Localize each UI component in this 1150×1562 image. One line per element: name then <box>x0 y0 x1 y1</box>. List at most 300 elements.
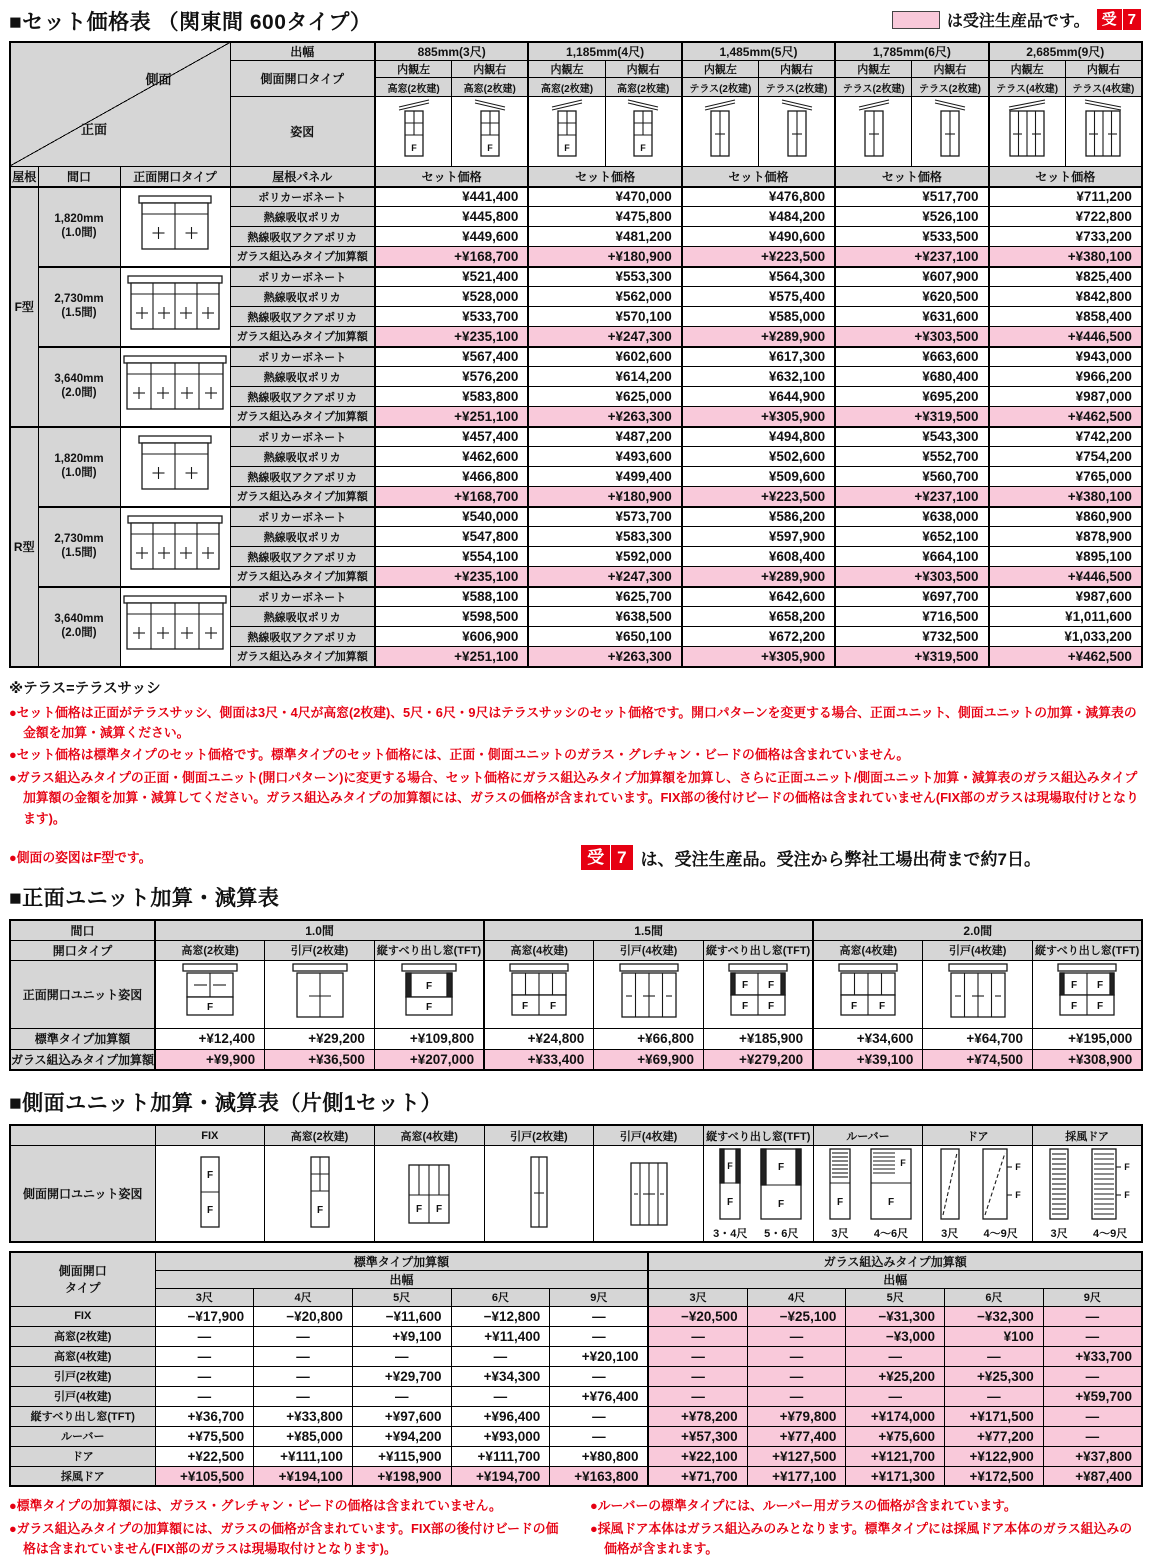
figure <box>931 1146 969 1241</box>
order-badge-2 <box>581 845 632 870</box>
side-open-type-header: 引戸(2枚建) <box>484 1125 594 1145</box>
open-type-header: 高窓(2枚建) <box>528 78 605 97</box>
panel-label: ポリカーボネート <box>230 507 375 527</box>
std-add-cell: −¥11,600 <box>352 1306 451 1326</box>
panel-label: ガラス組込みタイプ加算額 <box>230 487 375 507</box>
panel-label: ガラス組込みタイプ加算額 <box>230 647 375 667</box>
price-cell: ¥567,400 <box>375 347 528 367</box>
side-open-type-header: 高窓(2枚建) <box>265 1125 375 1145</box>
size-header: 6尺 <box>945 1288 1044 1306</box>
price-cell: ¥449,600 <box>375 227 528 247</box>
price-cell: ¥576,200 <box>375 367 528 387</box>
side-open-type-label: 縦すべり出し窓(TFT) <box>10 1406 155 1426</box>
price-cell: +¥305,900 <box>682 407 835 427</box>
side-unit-figure-cell <box>923 1145 1033 1242</box>
span-group-header: 1.5間 <box>484 920 813 940</box>
svg-text:F: F <box>416 1204 423 1216</box>
figure <box>1086 1146 1134 1241</box>
price-cell: ¥652,100 <box>835 527 988 547</box>
std-add-cell: +¥194,700 <box>451 1466 550 1486</box>
price-cell: ¥481,200 <box>528 227 681 247</box>
table-row <box>10 1028 1142 1049</box>
figure <box>1040 1146 1078 1241</box>
table-row <box>10 587 1142 607</box>
figure-caption: 4〜6尺 <box>873 1227 909 1240</box>
open-type-header: テラス(2枚建) <box>912 78 989 97</box>
glass-add-cell: −¥3,000 <box>846 1326 945 1346</box>
glass-add-cell: −¥32,300 <box>945 1306 1044 1326</box>
std-add-cell: −¥12,800 <box>451 1306 550 1326</box>
table-row <box>10 167 1142 187</box>
price-cell: ¥466,800 <box>375 467 528 487</box>
std-add-cell: — <box>254 1366 353 1386</box>
price-cell: ¥987,600 <box>989 587 1142 607</box>
table-row <box>10 1288 1142 1306</box>
glass-add-cell: −¥25,100 <box>747 1306 846 1326</box>
footer-notes <box>9 1494 1141 1561</box>
depth-header: 出幅 <box>230 42 375 61</box>
svg-text:F: F <box>1014 1161 1021 1172</box>
front-figure-icon <box>120 347 230 427</box>
glass-add-cell: — <box>1043 1426 1142 1446</box>
glass-add-cell: +¥172,500 <box>945 1466 1044 1486</box>
footer-note: ●採風ドア本体はガラス組込みのみとなります。標準タイプには採風ドア本体のガラス組込みの価格が含まれます。 <box>590 1520 1132 1557</box>
front-unit-figure-icon <box>594 960 704 1028</box>
svg-text:F: F <box>316 1205 323 1217</box>
glass-add-cell: +¥9,900 <box>155 1049 265 1070</box>
price-cell: +¥223,500 <box>682 247 835 267</box>
price-cell: ¥606,900 <box>375 627 528 647</box>
table-row <box>10 1326 1142 1346</box>
side-open-type-label: 高窓(2枚建) <box>10 1326 155 1346</box>
size-header: 6尺 <box>451 1288 550 1306</box>
price-cell: +¥289,900 <box>682 567 835 587</box>
side-open-type-header: 縦すべり出し窓(TFT) <box>703 1125 813 1145</box>
front-figure-icon <box>120 507 230 587</box>
std-add-cell: — <box>550 1426 649 1446</box>
panel-label: 熱線吸収ポリカ <box>230 527 375 547</box>
table-row <box>10 267 1142 287</box>
red-note: ●セット価格は標準タイプのセット価格です。標準タイプのセット価格には、正面・側面ユニットのガラス・グレチャン・ビードの価格は含まれていません。 <box>9 747 910 763</box>
figure-caption: 3・4尺 <box>713 1227 748 1240</box>
glass-add-cell: — <box>846 1346 945 1366</box>
price-cell: ¥475,800 <box>528 207 681 227</box>
page-header <box>9 6 1141 36</box>
std-add-cell: — <box>155 1386 254 1406</box>
price-cell: ¥825,400 <box>989 267 1142 287</box>
set-price-header: セット価格 <box>682 167 835 187</box>
glass-add-cell: +¥279,200 <box>703 1049 813 1070</box>
std-group-header: 標準タイプ加算額 <box>155 1252 648 1271</box>
price-cell: +¥303,500 <box>835 327 988 347</box>
std-add-cell: +¥24,800 <box>484 1028 594 1049</box>
side-unit-figure-cell <box>374 1145 484 1242</box>
view-right-header: 内観右 <box>912 61 989 78</box>
svg-text:F: F <box>487 143 493 153</box>
price-cell: ¥860,900 <box>989 507 1142 527</box>
std-add-cell: +¥163,800 <box>550 1466 649 1486</box>
glass-add-cell: +¥121,700 <box>846 1446 945 1466</box>
table-row <box>10 1446 1142 1466</box>
panel-label: ガラス組込みタイプ加算額 <box>230 567 375 587</box>
price-cell: +¥168,700 <box>375 487 528 507</box>
price-cell: ¥602,600 <box>528 347 681 367</box>
side-figure-icon <box>1065 97 1142 167</box>
price-cell: ¥638,000 <box>835 507 988 527</box>
side-unit-figure-cell <box>1033 1145 1143 1242</box>
open-type-header: 高窓(2枚建) <box>375 78 452 97</box>
price-cell: ¥547,800 <box>375 527 528 547</box>
set-price-header: セット価格 <box>835 167 988 187</box>
price-cell: ¥711,200 <box>989 187 1142 207</box>
svg-text:F: F <box>436 1204 443 1216</box>
figure <box>191 1154 229 1232</box>
front-unit-figure-icon <box>703 960 813 1028</box>
figure-row-header: 側面開口ユニット姿図 <box>10 1145 155 1242</box>
depth-size-header: 2,685mm(9尺) <box>989 42 1142 61</box>
front-figure-icon <box>120 587 230 667</box>
svg-text:F: F <box>887 1196 895 1208</box>
price-cell: ¥895,100 <box>989 547 1142 567</box>
std-add-cell: — <box>254 1326 353 1346</box>
side-figure-note: ●側面の姿図はF型です。 <box>9 849 152 865</box>
figure-group <box>156 1154 265 1232</box>
open-type-header: 高窓(2枚建) <box>155 940 265 960</box>
side-figure-icon <box>682 97 759 167</box>
figure <box>520 1154 558 1232</box>
side-unit-figure-cell <box>155 1145 265 1242</box>
svg-text:F: F <box>778 1161 785 1173</box>
price-cell: ¥638,500 <box>528 607 681 627</box>
open-type-header: テラス(4枚建) <box>1065 78 1142 97</box>
glass-add-cell: — <box>945 1346 1044 1366</box>
svg-text:F: F <box>768 1000 775 1012</box>
panel-label: 熱線吸収アクアポリカ <box>230 547 375 567</box>
panel-label: 熱線吸収アクアポリカ <box>230 387 375 407</box>
front-figure-icon <box>120 267 230 347</box>
price-cell: ¥526,100 <box>835 207 988 227</box>
price-cell: ¥650,100 <box>528 627 681 647</box>
glass-group-header: ガラス組込みタイプ加算額 <box>648 1252 1141 1271</box>
front-unit-figure-icon <box>155 960 265 1028</box>
figure-group <box>594 1154 703 1232</box>
std-add-cell: +¥198,900 <box>352 1466 451 1486</box>
front-unit-table <box>9 919 1143 1071</box>
price-cell: ¥943,000 <box>989 347 1142 367</box>
price-cell: ¥1,011,600 <box>989 607 1142 627</box>
figure-caption: 5・6尺 <box>764 1227 799 1240</box>
roof-type-cell: R型 <box>10 427 38 667</box>
std-add-cell: +¥97,600 <box>352 1406 451 1426</box>
svg-text:F: F <box>522 1000 529 1012</box>
price-cell: ¥732,500 <box>835 627 988 647</box>
svg-text:F: F <box>550 1000 557 1012</box>
span-group-header: 1.0間 <box>155 920 484 940</box>
order-badge <box>1097 9 1141 30</box>
panel-label: ポリカーボネート <box>230 427 375 447</box>
open-type-header: テラス(2枚建) <box>682 78 759 97</box>
price-cell: ¥499,400 <box>528 467 681 487</box>
table-row <box>10 427 1142 447</box>
glass-add-cell: — <box>747 1386 846 1406</box>
glass-add-cell: +¥77,400 <box>747 1426 846 1446</box>
view-left-header: 内観左 <box>528 61 605 78</box>
price-cell: +¥446,500 <box>989 327 1142 347</box>
price-cell: ¥528,000 <box>375 287 528 307</box>
table-row <box>10 507 1142 527</box>
glass-add-cell: +¥77,200 <box>945 1426 1044 1446</box>
side-figure-icon <box>758 97 835 167</box>
glass-add-cell: — <box>747 1366 846 1386</box>
price-cell: ¥470,000 <box>528 187 681 207</box>
glass-add-cell: +¥25,300 <box>945 1366 1044 1386</box>
price-cell: +¥223,500 <box>682 487 835 507</box>
glass-add-cell: +¥79,800 <box>747 1406 846 1426</box>
price-cell: +¥462,500 <box>989 407 1142 427</box>
std-add-cell: −¥20,800 <box>254 1306 353 1326</box>
price-cell: ¥457,400 <box>375 427 528 447</box>
price-cell: ¥966,200 <box>989 367 1142 387</box>
price-cell: ¥987,000 <box>989 387 1142 407</box>
panel-label: ガラス組込みタイプ加算額 <box>230 247 375 267</box>
std-add-cell: +¥93,000 <box>451 1426 550 1446</box>
span-group-header: 2.0間 <box>813 920 1142 940</box>
red-notes-list <box>9 703 1141 830</box>
table-row <box>10 347 1142 367</box>
side-open-type-label: ドア <box>10 1446 155 1466</box>
figure-group <box>485 1154 594 1232</box>
table-row <box>10 1145 1142 1242</box>
price-cell: ¥493,600 <box>528 447 681 467</box>
depth-size-header: 1,185mm(4尺) <box>528 42 681 61</box>
price-cell: ¥560,700 <box>835 467 988 487</box>
price-cell: ¥632,100 <box>682 367 835 387</box>
front-unit-figure-icon <box>813 960 923 1028</box>
svg-text:F: F <box>742 1000 749 1012</box>
glass-add-cell: — <box>747 1346 846 1366</box>
glass-add-cell: — <box>1043 1366 1142 1386</box>
front-unit-figure-icon <box>265 960 375 1028</box>
figure <box>627 1154 671 1232</box>
roof-type-cell: F型 <box>10 187 38 427</box>
glass-row-header: ガラス組込みタイプ加算額 <box>10 1049 155 1070</box>
span-header: 間口 <box>38 167 120 187</box>
table-row <box>10 920 1142 940</box>
side-unit-figure-cell <box>265 1145 375 1242</box>
side-figure-icon <box>835 97 912 167</box>
table-row <box>10 1406 1142 1426</box>
figure <box>867 1146 915 1241</box>
price-cell: +¥168,700 <box>375 247 528 267</box>
panel-label: 熱線吸収ポリカ <box>230 287 375 307</box>
size-header: 9尺 <box>550 1288 649 1306</box>
price-cell: ¥716,500 <box>835 607 988 627</box>
glass-add-cell: +¥174,000 <box>846 1406 945 1426</box>
price-cell: ¥742,200 <box>989 427 1142 447</box>
figure <box>711 1146 749 1241</box>
price-cell: +¥235,100 <box>375 567 528 587</box>
glass-add-cell: +¥75,600 <box>846 1426 945 1446</box>
svg-text:F: F <box>742 979 749 991</box>
price-cell: ¥441,400 <box>375 187 528 207</box>
price-cell: ¥842,800 <box>989 287 1142 307</box>
svg-text:F: F <box>1071 979 1078 991</box>
svg-text:F: F <box>206 1205 213 1217</box>
figure-group <box>814 1146 923 1241</box>
price-cell: +¥263,300 <box>528 647 681 667</box>
price-cell: ¥586,200 <box>682 507 835 527</box>
side-figure-icon <box>528 97 605 167</box>
price-cell: +¥319,500 <box>835 647 988 667</box>
svg-text:F: F <box>1097 979 1104 991</box>
glass-add-cell: +¥39,100 <box>813 1049 923 1070</box>
pink-swatch-icon <box>892 11 940 29</box>
price-cell: ¥573,700 <box>528 507 681 527</box>
depth-header: 出幅 <box>155 1270 648 1288</box>
front-open-type-header: 正面開口タイプ <box>120 167 230 187</box>
depth-size-header: 1,485mm(5尺) <box>682 42 835 61</box>
price-cell: ¥490,600 <box>682 227 835 247</box>
open-type-header: テラス(4枚建) <box>989 78 1066 97</box>
std-add-cell: — <box>451 1386 550 1406</box>
price-cell: ¥564,300 <box>682 267 835 287</box>
view-right-header: 内観右 <box>1065 61 1142 78</box>
order-row <box>9 845 1141 870</box>
open-type-header: 高窓(4枚建) <box>813 940 923 960</box>
side-unit-figure-table <box>9 1124 1143 1243</box>
width-cell: 1,820mm (1.0間) <box>38 427 120 507</box>
svg-text:F: F <box>778 1198 785 1210</box>
price-cell: ¥858,400 <box>989 307 1142 327</box>
glass-add-cell: — <box>846 1386 945 1406</box>
open-type-header: 引戸(4枚建) <box>923 940 1033 960</box>
glass-add-cell: — <box>1043 1306 1142 1326</box>
std-add-cell: +¥34,600 <box>813 1028 923 1049</box>
price-cell: ¥476,800 <box>682 187 835 207</box>
svg-text:F: F <box>727 1196 734 1208</box>
svg-text:F: F <box>1124 1161 1130 1172</box>
price-cell: +¥462,500 <box>989 647 1142 667</box>
price-cell: ¥695,200 <box>835 387 988 407</box>
panel-label: 熱線吸収ポリカ <box>230 207 375 227</box>
panel-label: 熱線吸収アクアポリカ <box>230 467 375 487</box>
std-add-cell: — <box>352 1346 451 1366</box>
panel-label: 熱線吸収ポリカ <box>230 607 375 627</box>
figure <box>821 1146 859 1241</box>
footer-note: ●ガラス組込みタイプの加算額には、ガラスの価格が含まれています。FIX部の後付けビードの価格は含まれていません(FIX部のガラスは現場取付けとなります)。 <box>9 1520 559 1557</box>
table-row <box>10 960 1142 1028</box>
price-cell: ¥502,600 <box>682 447 835 467</box>
front-unit-figure-icon <box>1033 960 1143 1028</box>
svg-text:F: F <box>727 1160 734 1171</box>
view-right-header: 内観右 <box>758 61 835 78</box>
price-cell: ¥552,700 <box>835 447 988 467</box>
price-cell: ¥754,200 <box>989 447 1142 467</box>
roof-header: 屋根 <box>10 167 38 187</box>
size-header: 4尺 <box>254 1288 353 1306</box>
std-add-cell: +¥195,000 <box>1033 1028 1143 1049</box>
view-left-header: 内観左 <box>375 61 452 78</box>
std-add-cell: — <box>550 1326 649 1346</box>
order-note <box>581 845 1141 870</box>
price-cell: ¥664,100 <box>835 547 988 567</box>
price-cell: +¥180,900 <box>528 487 681 507</box>
price-cell: ¥672,200 <box>682 627 835 647</box>
std-add-cell: — <box>550 1366 649 1386</box>
std-add-cell: +¥85,000 <box>254 1426 353 1446</box>
price-cell: ¥494,800 <box>682 427 835 447</box>
set-price-notes <box>9 677 1141 830</box>
open-type-header: 高窓(2枚建) <box>605 78 682 97</box>
badge-left: 受 <box>1097 9 1122 30</box>
table-row <box>10 1426 1142 1446</box>
side-open-type-label: FIX <box>10 1306 155 1326</box>
price-cell: ¥644,900 <box>682 387 835 407</box>
price-cell: +¥380,100 <box>989 247 1142 267</box>
size-header: 5尺 <box>846 1288 945 1306</box>
panel-label: ガラス組込みタイプ加算額 <box>230 407 375 427</box>
glass-add-cell: — <box>648 1326 747 1346</box>
svg-text:F: F <box>768 979 775 991</box>
std-add-cell: +¥33,800 <box>254 1406 353 1426</box>
side-open-type-header: 側面開口タイプ <box>230 61 375 97</box>
red-note: ●セット価格は正面がテラスサッシ、側面は3尺・4尺が高窓(2枚建)、5尺・6尺・9尺はテラスサッシのセット価格です。開口パターンを変更する場合、正面ユニット、側面ユニットの加算・減算表の金額を加算・減算ください。 <box>9 704 1137 740</box>
price-cell: +¥289,900 <box>682 327 835 347</box>
panel-label: ガラス組込みタイプ加算額 <box>230 327 375 347</box>
std-add-cell: — <box>550 1306 649 1326</box>
width-cell: 1,820mm (1.0間) <box>38 187 120 267</box>
glass-add-cell: +¥37,800 <box>1043 1446 1142 1466</box>
table-row <box>10 1366 1142 1386</box>
price-cell: ¥680,400 <box>835 367 988 387</box>
price-cell: ¥540,000 <box>375 507 528 527</box>
price-cell: ¥553,300 <box>528 267 681 287</box>
panel-label: 熱線吸収アクアポリカ <box>230 227 375 247</box>
set-price-table <box>9 41 1143 668</box>
price-cell: +¥319,500 <box>835 407 988 427</box>
price-cell: ¥462,600 <box>375 447 528 467</box>
svg-text:F: F <box>851 1000 858 1012</box>
std-add-cell: — <box>155 1326 254 1346</box>
std-add-cell: — <box>254 1346 353 1366</box>
std-add-cell: +¥34,300 <box>451 1366 550 1386</box>
size-header: 3尺 <box>648 1288 747 1306</box>
std-add-cell: +¥29,200 <box>265 1028 375 1049</box>
roof-panel-header: 屋根パネル <box>230 167 375 187</box>
price-cell: ¥598,500 <box>375 607 528 627</box>
price-cell: ¥533,500 <box>835 227 988 247</box>
price-cell: ¥554,100 <box>375 547 528 567</box>
price-cell: ¥533,700 <box>375 307 528 327</box>
side-unit-price-table <box>9 1251 1143 1488</box>
std-add-cell: +¥66,800 <box>594 1028 704 1049</box>
table-row <box>10 1306 1142 1326</box>
table-row <box>10 42 1142 61</box>
std-add-cell: +¥80,800 <box>550 1446 649 1466</box>
set-price-title: ■セット価格表 （関東間 600タイプ） <box>9 11 372 34</box>
span-row-header: 間口 <box>10 920 155 940</box>
std-add-cell: +¥111,100 <box>254 1446 353 1466</box>
glass-add-cell: +¥207,000 <box>374 1049 484 1070</box>
glass-add-cell: — <box>648 1366 747 1386</box>
price-cell: ¥878,900 <box>989 527 1142 547</box>
red-note: ●ガラス組込みタイプの正面・側面ユニット(開口パターン)に変更する場合、セット価格にガラス組込みタイプ加算額を加算し、さらに正面ユニット/側面ユニット加算・減算表のガラス組込みタイプ加算額の金額を加算・減算してください。ガラス組込みタイプの加算額には、ガラスの価格が含まれています。FIX部の後付けビードの価格は含まれていません(FIX部のガラスは現場取付けとなります)。 <box>9 769 1139 826</box>
price-cell: ¥509,600 <box>682 467 835 487</box>
figure <box>977 1146 1025 1241</box>
order-note-text: は、受注生産品。受注から弊社工場出荷まで約7日。 <box>640 850 1041 870</box>
svg-text:F: F <box>425 1001 433 1013</box>
std-add-cell: +¥64,700 <box>923 1028 1033 1049</box>
